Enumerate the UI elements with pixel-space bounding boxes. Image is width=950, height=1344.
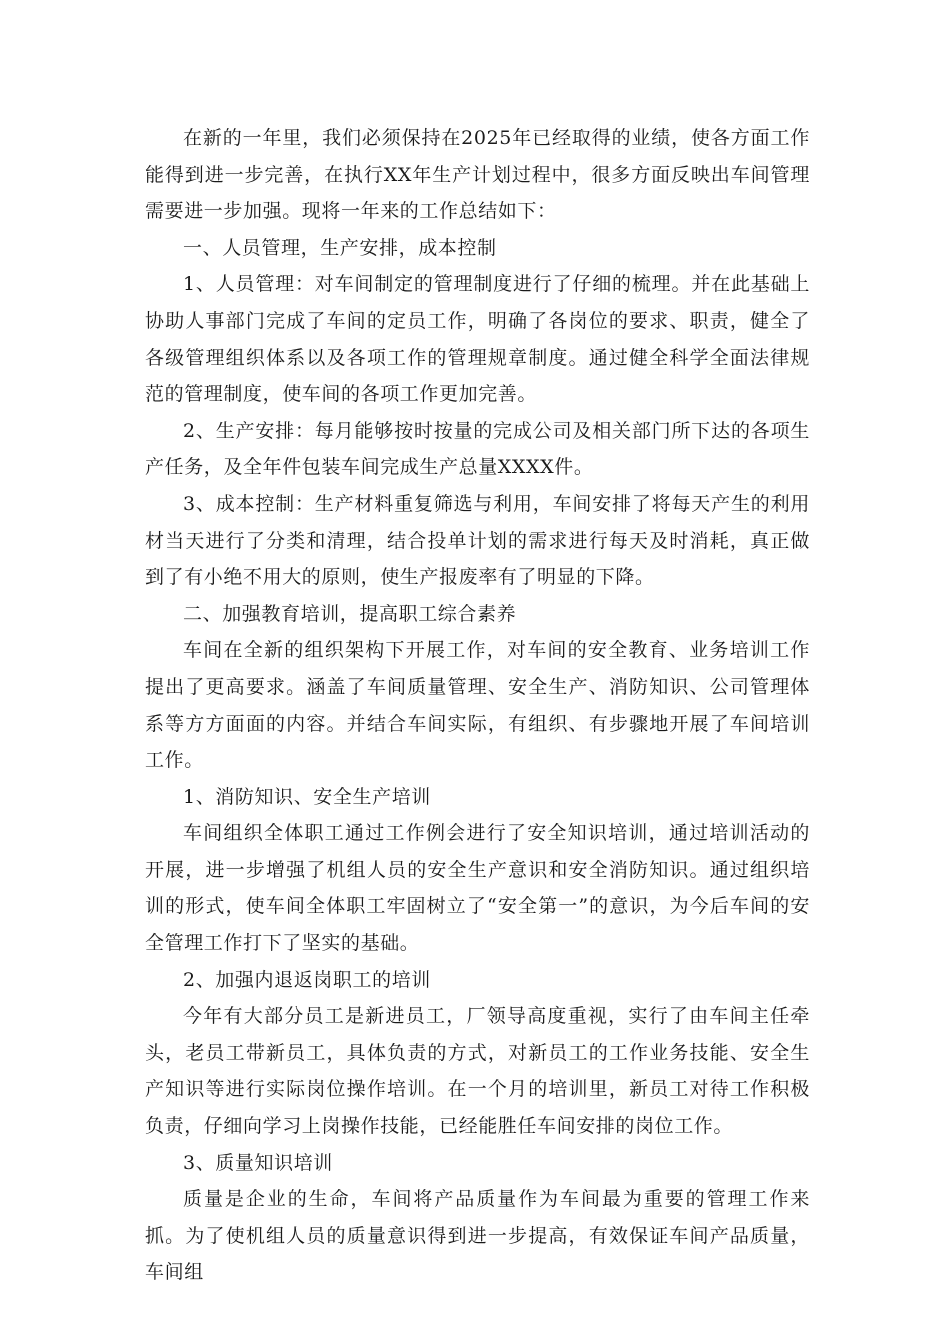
paragraph-cost-control: 3、成本控制：生产材料重复筛选与利用，车间安排了将每天产生的利用材当天进行了分类和清理，结合投单计划的需求进行每天及时消耗，真正做到了有小绝不用大的原则，使生产报废率有了明显的下降。 [145, 492, 810, 589]
paragraph-fire-safety-training: 车间组织全体职工通过工作例会进行了安全知识培训，通过培训活动的开展，进一步增强了机组人员的安全生产意识和安全消防知识。通过组织培训的形式，使车间全体职工牢固树立了“安全第一”的意识，为今后车间的安全管理工作打下了坚实的基础。 [145, 822, 810, 955]
subheading-quality-training: 3、质量知识培训 [183, 1151, 333, 1174]
paragraph-personnel-management: 1、人员管理：对车间制定的管理制度进行了仔细的梳理。并在此基础上协助人事部门完成了车间的定员工作，明确了各岗位的要求、职责，健全了各级管理组织体系以及各项工作的管理规章制度。通过健全科学全面法律规范的管理制度，使车间的各项工作更加完善。 [145, 273, 810, 406]
subheading-returning-staff-training: 2、加强内退返岗职工的培训 [183, 968, 431, 991]
subheading-fire-safety-training: 1、消防知识、安全生产培训 [183, 785, 431, 808]
section-heading-1: 一、人员管理，生产安排，成本控制 [183, 236, 497, 259]
section-heading-2: 二、加强教育培训，提高职工综合素养 [183, 602, 517, 625]
document-body [145, 120, 810, 1291]
paragraph-training-overview: 车间在全新的组织架构下开展工作，对车间的安全教育、业务培训工作提出了更高要求。涵盖了车间质量管理、安全生产、消防知识、公司管理体系等方方面面的内容。并结合车间实际，有组织、有步骤地开展了车间培训工作。 [145, 639, 810, 772]
paragraph-quality-training: 质量是企业的生命，车间将产品质量作为车间最为重要的管理工作来抓。为了使机组人员的质量意识得到进一步提高，有效保证车间产品质量，车间组 [145, 1188, 810, 1284]
intro-paragraph: 在新的一年里，我们必须保持在2025年已经取得的业绩，使各方面工作能得到进一步完善，在执行XX年生产计划过程中，很多方面反映出车间管理需要进一步加强。现将一年来的工作总结如下： [145, 127, 810, 223]
paragraph-returning-staff-training: 今年有大部分员工是新进员工，厂领导高度重视，实行了由车间主任牵头，老员工带新员工，具体负责的方式，对新员工的工作业务技能、安全生产知识等进行实际岗位操作培训。在一个月的培训里，新员工对待工作积极负责，仔细向学习上岗操作技能，已经能胜任车间安排的岗位工作。 [145, 1005, 810, 1138]
paragraph-production-arrangement: 2、生产安排：每月能够按时按量的完成公司及相关部门所下达的各项生产任务，及全年件包装车间完成生产总量XXXX件。 [145, 419, 810, 479]
